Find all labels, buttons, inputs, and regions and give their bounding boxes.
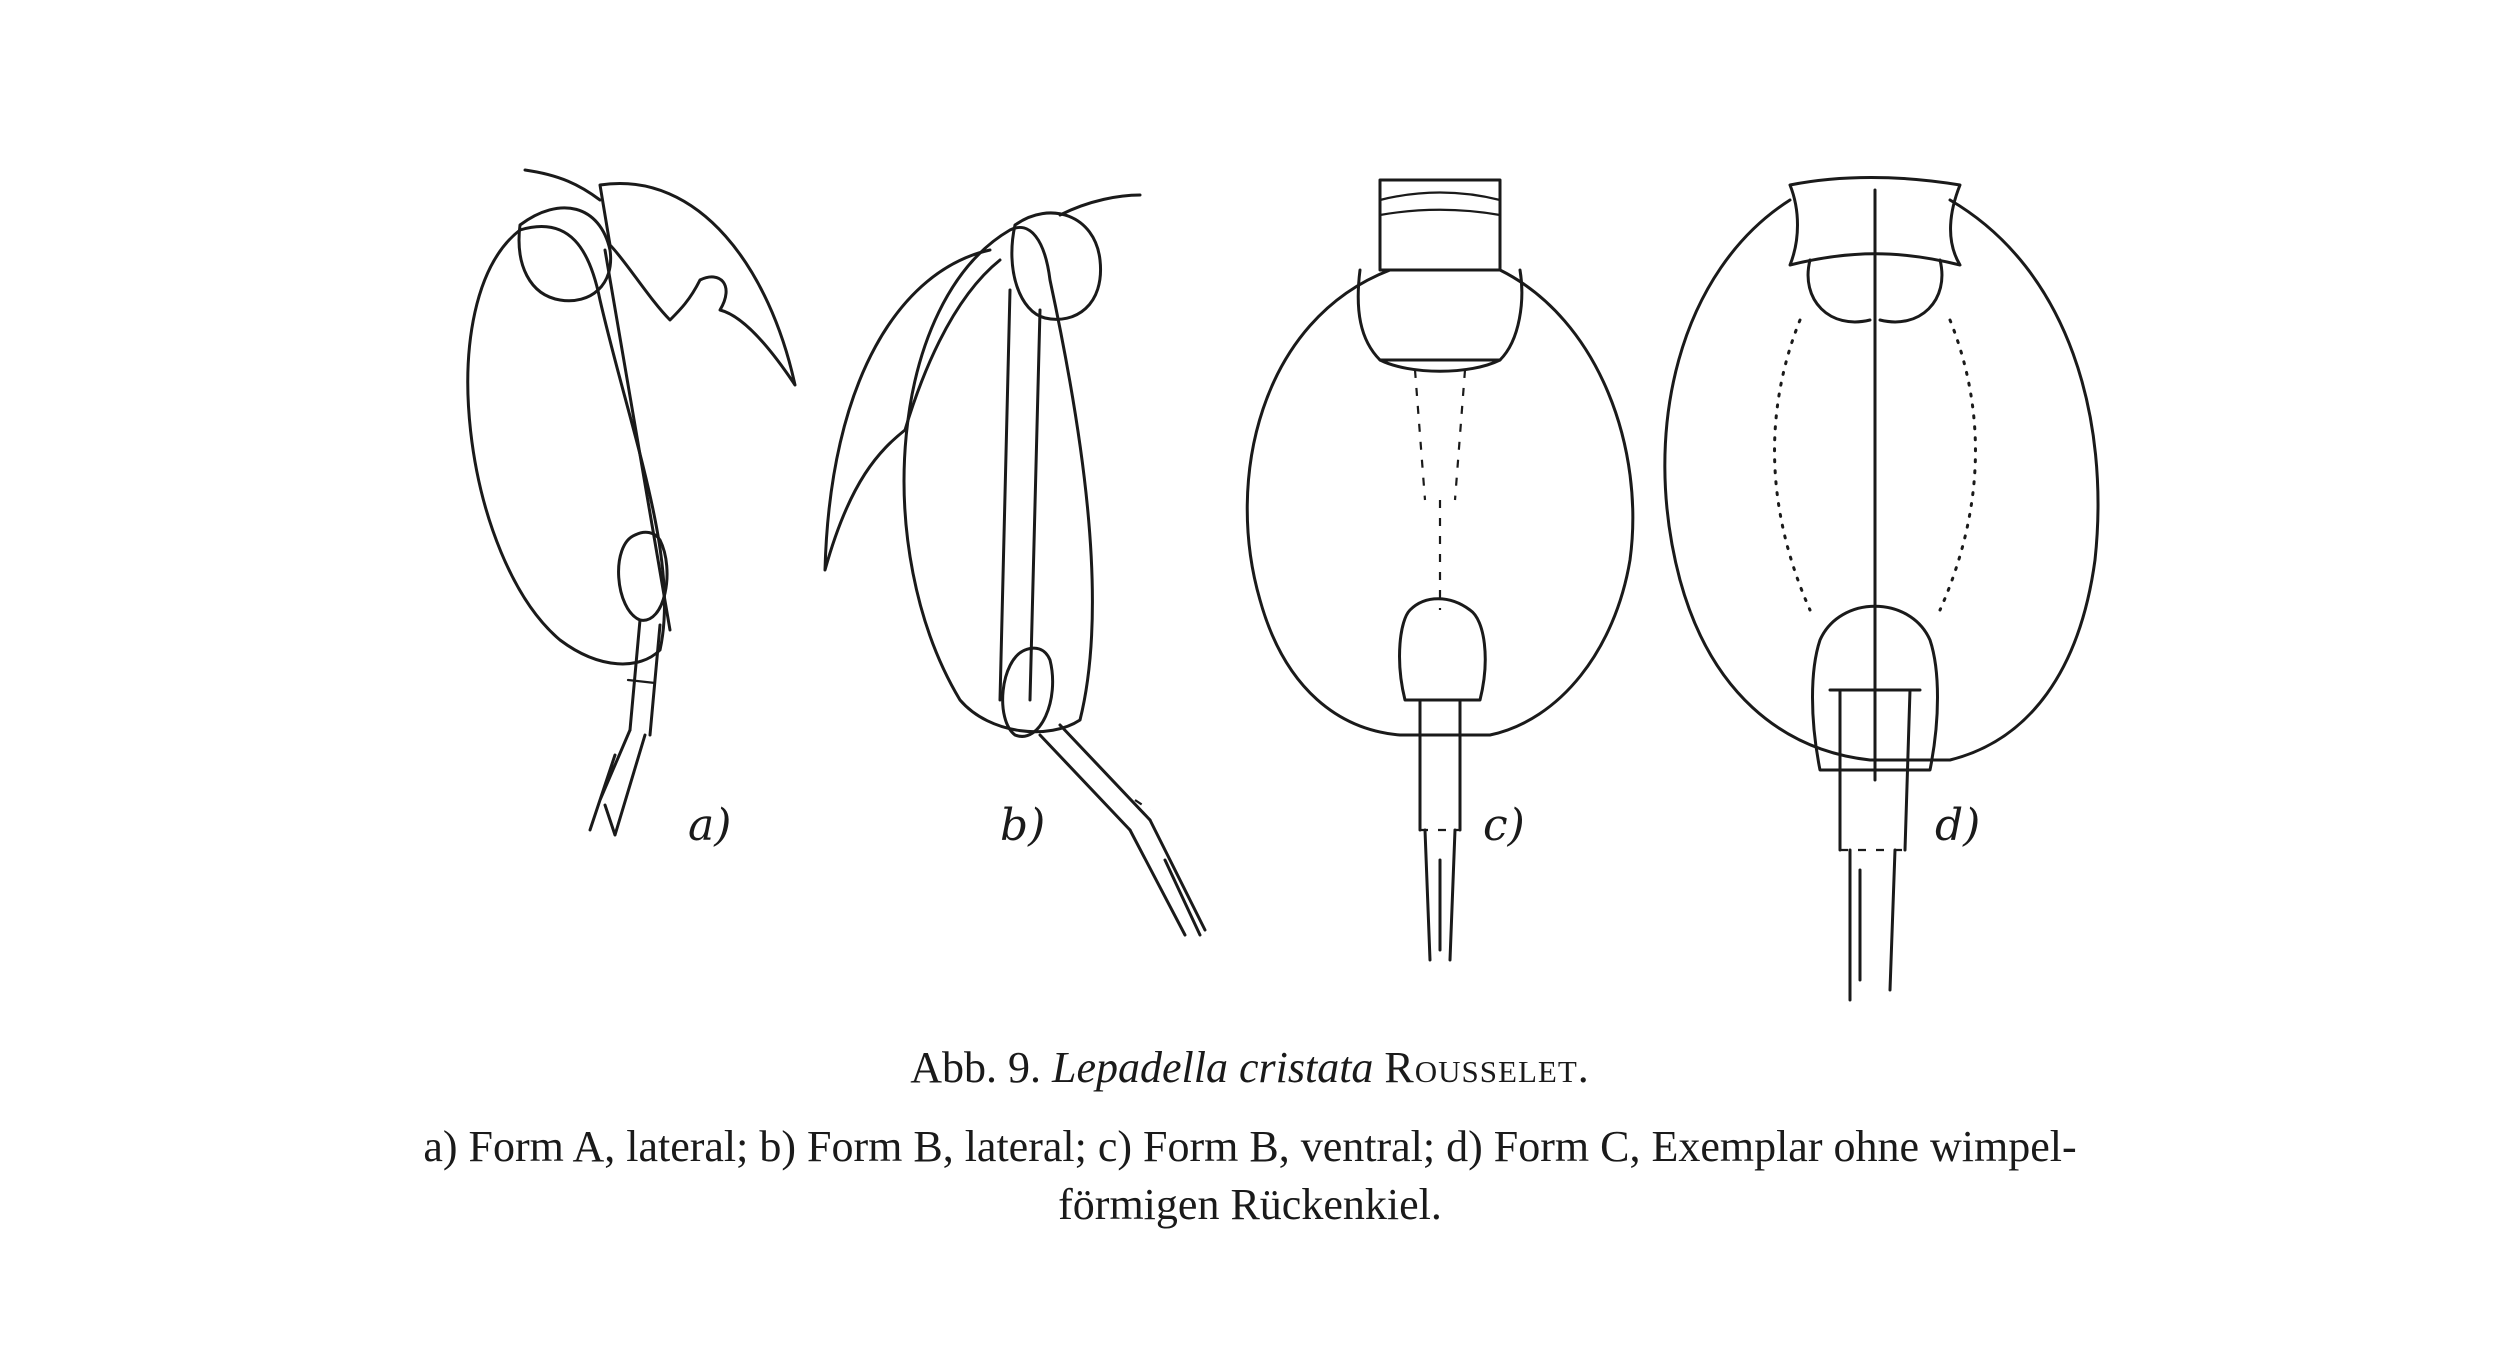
drawing-form-b-ventral [1247,180,1633,960]
panel-label-b: b) [1000,800,1046,851]
panel-label-d: d) [1935,800,1981,851]
caption-body-line-1: a) Form A, lateral; b) Form B, lateral; c) Form B, ventral; d) Form C, Exemplar ohne wimpel- [423,1122,2077,1171]
panel-label-a: a) [688,800,732,851]
drawing-form-c [1665,178,2098,1001]
caption-number: Abb. 9. [910,1043,1041,1092]
caption-title [0,1042,2500,1093]
panel-label-c: c) [1483,800,1525,851]
caption-body [40,1118,2460,1234]
caption-species: Lepadella cristata [1051,1043,1374,1092]
drawing-form-a-lateral [468,170,795,835]
caption-author: Rousselet. [1384,1043,1590,1092]
caption-body-line-2: förmigen Rückenkiel. [1058,1180,1442,1229]
